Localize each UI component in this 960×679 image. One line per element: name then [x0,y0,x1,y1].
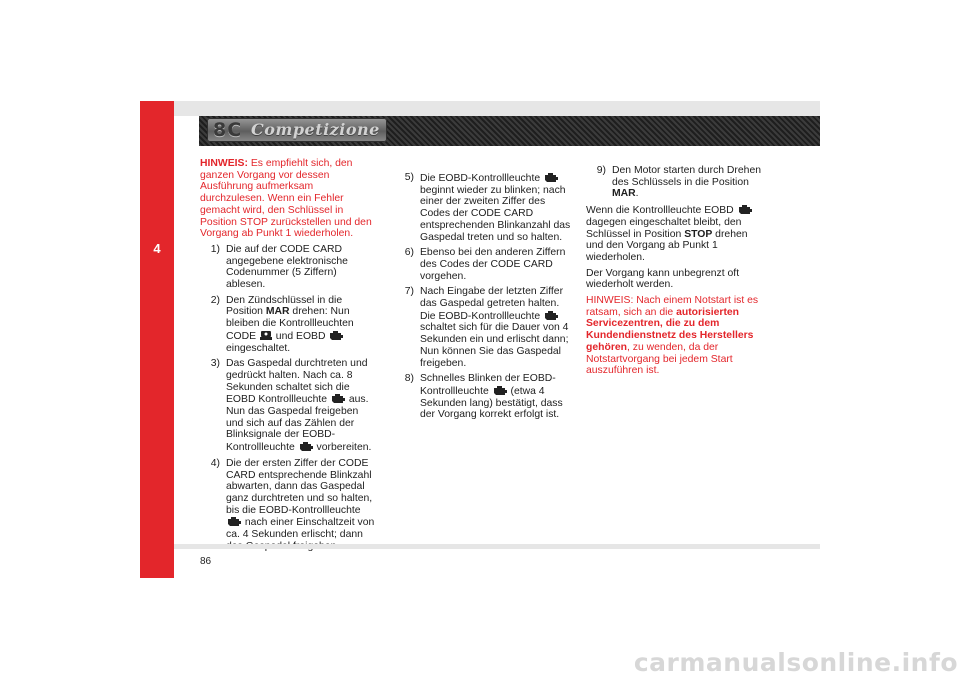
list-item [200,458,378,553]
hinweis-text: Es empfiehlt sich, den ganzen Vorgang vor dessen Ausführung aufmerksam durchzulesen. Wenn ein Fehler gemacht wird, den Schlüssel in Position STOP zurückstellen und den Vorgang ab Punkt 1 wiederholen. [200,158,372,240]
paragraph: Der Vorgang kann unbegrenzt oft wiederholt werden. [586,267,740,291]
item-text: Schnelles Blinken der EOBD-Kontrollleuchte [420,373,556,397]
list-item [200,358,378,454]
item-text: Die EOBD-Kontrollleuchte [420,173,544,184]
item-number: 9) [596,165,606,176]
item-text: Den Zündschlüssel in die Position [226,294,343,318]
item-text: drehen: Nun bleiben die Kontrollleuchten CODE [226,306,354,342]
engine-icon [226,516,242,527]
item-text: aus. Nun das Gaspedal freigeben und sich auf das Zählen der Blinksignale der EOBD-Kontrollleuchte [226,394,369,454]
key-position-mar: MAR [612,188,636,200]
footer-bar [174,544,820,549]
brand-banner [199,116,820,146]
item-text: beginnt wieder zu blinken; nach einer der zweiten Ziffer des Codes der CODE CARD entsprechenden Blinkanzahl das Gaspedal treten und so halten. [420,184,571,243]
header-bar [174,101,820,116]
engine-icon [543,310,559,321]
item-number: 4) [210,457,220,469]
item-text: Die auf der CODE CARD angegebene elektronische Codenummer (5 Ziffern) ablesen. [226,243,348,291]
page-number: 86 [200,556,212,567]
item-text: und EOBD [272,330,329,342]
item-text: Das Gaspedal durchtreten und gedrückt halten. Nach ca. 8 Sekunden schaltet sich die EOBD Kontrollleuchte [226,358,368,406]
hinweis-text: , zu wenden, da der Notstartvorgang bei jedem Start auszuführen ist. [586,341,733,377]
item-number: 2) [210,294,220,306]
key-position-stop: STOP [684,228,713,240]
key-position-mar: MAR [265,306,290,318]
brand-logo [207,118,387,142]
hinweis-label: HINWEIS: [200,158,248,169]
item-number: 1) [210,243,220,255]
engine-icon [330,393,346,404]
item-text: (etwa 4 Sekunden lang) bestätigt, dass der Vorgang korrekt erfolgt ist. [420,385,563,421]
paragraph-text: Wenn die Kontrollleuchte EOBD [586,205,737,217]
code-key-icon [259,330,273,341]
item-text: vorbereiten. [313,442,372,454]
list-item [394,286,572,369]
column-left [200,158,378,557]
engine-icon [737,204,753,215]
item-text: . [635,188,639,200]
item-text: eingeschaltet. [226,342,291,354]
list-item [394,373,572,421]
engine-icon [543,172,559,183]
list-item [394,172,572,243]
paragraph-text: dagegen eingeschaltet bleibt, den Schlüssel in Position [586,216,742,240]
item-text: Die der ersten Ziffer der CODE CARD entsprechende Blinkzahl abwarten, dann das Gaspedal ganz durchtreten und so halten, bis die EOBD-Kontrollleuchte [226,457,373,516]
chapter-tab [140,101,174,578]
hinweis-text: HINWEIS: Nach einem Notstart ist es ratsam, sich an die [586,295,759,318]
item-number: 6) [404,247,414,259]
item-number: 5) [404,172,414,183]
item-text: schaltet sich für die Dauer von 4 Sekunden ein und erlischt dann; Nun können Sie das Gaspedal freigeben. [420,322,569,369]
list-item [586,165,766,200]
item-text: Den Motor starten durch Drehen des Schlüssels in die Position [612,165,762,188]
chapter-number: 4 [153,241,161,256]
engine-icon [298,441,314,452]
list-item [394,247,572,282]
paragraph [586,204,766,264]
item-text: Ebenso bei den anderen Ziffern des Codes der CODE CARD vorgehen. [420,247,566,282]
list-item [200,244,378,291]
column-right [586,165,766,381]
logo-script-text: Competizione [251,120,380,139]
hinweis-note [200,158,378,240]
hinweis-note [586,295,766,377]
column-middle [394,172,572,425]
hinweis-emphasis: autorisierten Servicezentren, die zu dem Kundendienstnetz des Herstellers gehören [586,306,754,353]
logo-model-text: 8C [213,119,243,141]
item-number: 8) [404,373,414,385]
engine-icon [328,330,344,341]
list-item [200,295,378,355]
item-number: 3) [210,358,220,370]
watermark: carmanualsonline.info [633,648,958,677]
paragraph-text: drehen und den Vorgang ab Punkt 1 wiederholen. [586,228,748,263]
item-number: 7) [404,286,414,298]
engine-icon [492,385,508,396]
item-text: Nach Eingabe der letzten Ziffer das Gaspedal getreten halten. Die EOBD-Kontrollleuchte [420,286,564,322]
item-text: nach einer Einschaltzeit von ca. 4 Sekunden erlischt; dann [226,517,375,541]
